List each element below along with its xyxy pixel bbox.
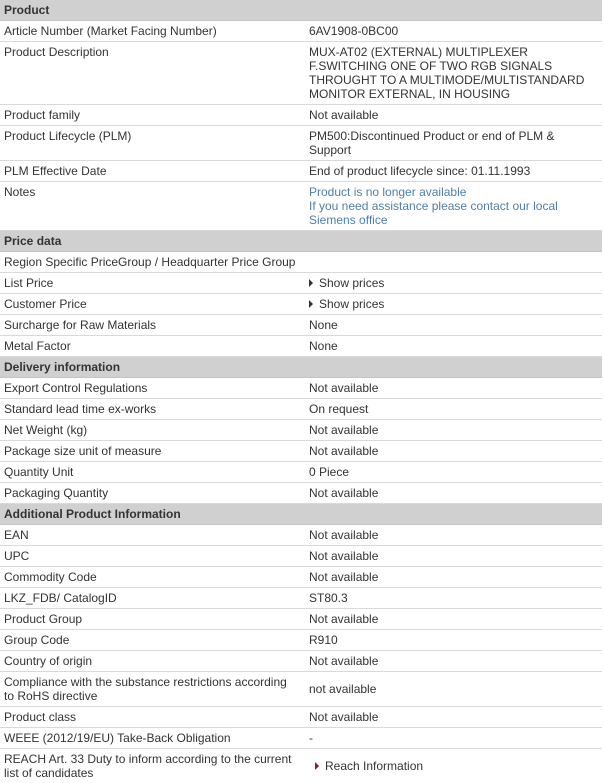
row-value: Not available — [301, 105, 602, 126]
table-row — [0, 161, 602, 182]
row-label: List Price — [0, 273, 301, 294]
contact-link[interactable]: If you need assistance please contact our local — [309, 199, 598, 213]
row-label: PLM Effective Date — [0, 161, 301, 182]
row-label: Customer Price — [0, 294, 301, 315]
row-label: Export Control Regulations — [0, 378, 301, 399]
table-row — [0, 42, 602, 105]
row-label: WEEE (2012/19/EU) Take-Back Obligation — [0, 728, 301, 749]
table-row — [0, 252, 602, 273]
row-value: On request — [301, 399, 602, 420]
table-row — [0, 21, 602, 42]
row-label: Compliance with the substance restrictions according to RoHS directive — [0, 672, 301, 707]
row-label: Quantity Unit — [0, 462, 301, 483]
table-row — [0, 483, 602, 504]
row-label: Commodity Code — [0, 567, 301, 588]
table-row — [0, 126, 602, 161]
table-row — [0, 630, 602, 651]
customer-price-link[interactable]: Show prices — [309, 297, 384, 311]
row-value: Not available — [301, 651, 602, 672]
row-value: Not available — [301, 420, 602, 441]
row-value: 0 Piece — [301, 462, 602, 483]
row-value: Not available — [301, 707, 602, 728]
row-label: Metal Factor — [0, 336, 301, 357]
table-row — [0, 651, 602, 672]
row-value: Not available — [301, 609, 602, 630]
table-row — [0, 182, 602, 231]
row-label: Standard lead time ex-works — [0, 399, 301, 420]
row-value: Not available — [301, 546, 602, 567]
table-row — [0, 420, 602, 441]
section-header-price: Price data — [0, 231, 602, 252]
table-row — [0, 273, 602, 294]
row-label: UPC — [0, 546, 301, 567]
table-row — [0, 105, 602, 126]
chevron-right-icon — [309, 279, 313, 287]
table-row — [0, 336, 602, 357]
row-value: End of product lifecycle since: 01.11.1993 — [301, 161, 602, 182]
row-label: Package size unit of measure — [0, 441, 301, 462]
row-value: ST80.3 — [301, 588, 602, 609]
table-row — [0, 378, 602, 399]
row-value: not available — [301, 672, 602, 707]
table-row — [0, 728, 602, 749]
row-label: Group Code — [0, 630, 301, 651]
table-row — [0, 441, 602, 462]
row-label: REACH Art. 33 Duty to inform according to the current list of candidates — [0, 749, 301, 783]
chevron-right-icon — [309, 300, 313, 308]
row-label: Packaging Quantity — [0, 483, 301, 504]
row-value: Not available — [301, 567, 602, 588]
reach-information-link[interactable]: Reach Information — [315, 759, 423, 773]
table-row — [0, 707, 602, 728]
row-label: Product family — [0, 105, 301, 126]
table-row — [0, 749, 602, 783]
section-header-additional: Additional Product Information — [0, 504, 602, 525]
section-header-delivery: Delivery information — [0, 357, 602, 378]
row-value: PM500:Discontinued Product or end of PLM & Support — [301, 126, 602, 161]
row-label: Article Number (Market Facing Number) — [0, 21, 301, 42]
notes-unavailable-text: Product is no longer available — [309, 185, 598, 199]
table-row — [0, 567, 602, 588]
row-value: Not available — [301, 525, 602, 546]
section-header-product: Product — [0, 0, 602, 21]
row-value: 6AV1908-0BC00 — [301, 21, 602, 42]
notes-value — [301, 182, 602, 231]
row-label: Country of origin — [0, 651, 301, 672]
table-row — [0, 462, 602, 483]
contact-link-cont[interactable]: Siemens office — [309, 213, 598, 227]
row-label: EAN — [0, 525, 301, 546]
product-description: MUX-AT02 (EXTERNAL) MULTIPLEXER F.SWITCHING ONE OF TWO RGB SIGNALS THROUGHT TO A MULTIMODE/MULTISTANDARD MONITOR EXTERNAL, IN HOUSING — [301, 42, 602, 105]
row-value: Not available — [301, 378, 602, 399]
table-row — [0, 399, 602, 420]
row-label: Notes — [0, 182, 301, 231]
table-row — [0, 294, 602, 315]
table-row — [0, 672, 602, 707]
row-value: None — [301, 336, 602, 357]
row-value: - — [301, 728, 602, 749]
row-label: Product class — [0, 707, 301, 728]
row-label: Product Group — [0, 609, 301, 630]
table-row — [0, 546, 602, 567]
row-label: Net Weight (kg) — [0, 420, 301, 441]
row-value: Not available — [301, 441, 602, 462]
row-label: Product Description — [0, 42, 301, 105]
row-value: Not available — [301, 483, 602, 504]
table-row — [0, 609, 602, 630]
table-row — [0, 315, 602, 336]
row-label: Region Specific PriceGroup / Headquarter Price Group — [0, 252, 602, 273]
table-row — [0, 588, 602, 609]
row-label: Surcharge for Raw Materials — [0, 315, 301, 336]
row-value: R910 — [301, 630, 602, 651]
row-value: None — [301, 315, 602, 336]
row-label: LKZ_FDB/ CatalogID — [0, 588, 301, 609]
list-price-link[interactable]: Show prices — [309, 276, 384, 290]
row-label: Product Lifecycle (PLM) — [0, 126, 301, 161]
table-row — [0, 525, 602, 546]
